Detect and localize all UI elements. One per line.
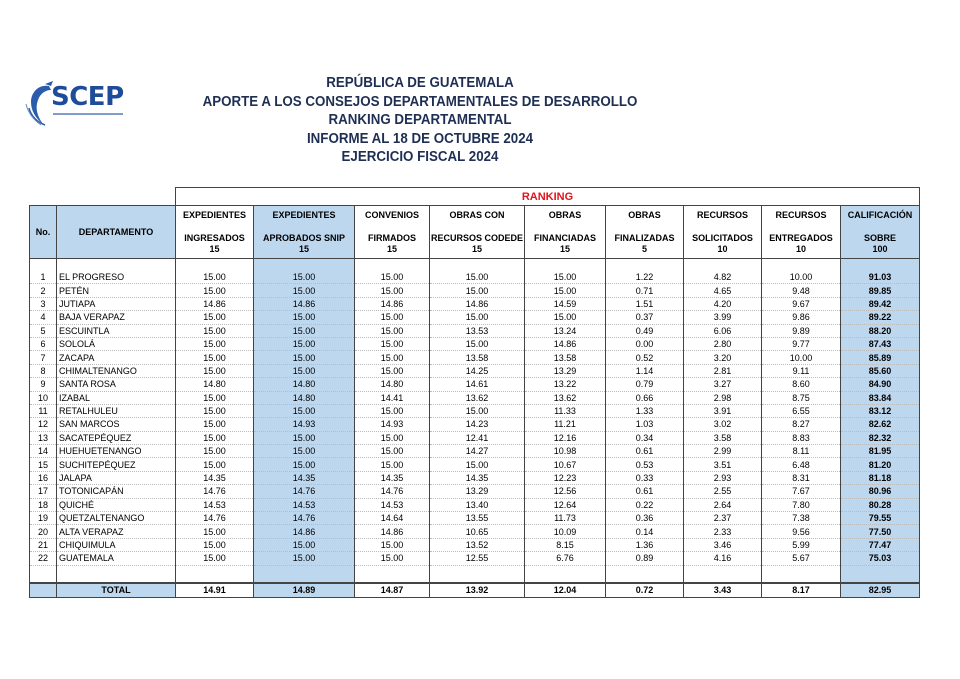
cell-expedientes-aprobados: 15.00 [254,324,355,337]
cell-recursos-solicitados: 3.02 [684,418,762,431]
row-departamento: SOLOLÁ [57,337,176,350]
cell-expedientes-ingresados: 14.86 [176,297,254,310]
table-row [30,404,920,417]
cell-obras-financiadas: 12.56 [525,485,606,498]
cell-obras-finalizadas: 0.53 [606,458,684,471]
cell-obras-con-recursos: 15.00 [430,458,525,471]
total-value: 13.92 [430,583,525,598]
cell-obras-con-recursos: 14.61 [430,378,525,391]
cell-expedientes-aprobados: 14.35 [254,471,355,484]
row-departamento: SANTA ROSA [57,378,176,391]
cell-obras-con-recursos: 13.52 [430,538,525,551]
cell-obras-finalizadas: 0.52 [606,351,684,364]
cell-calificacion: 85.89 [841,351,920,364]
cell-convenios-firmados: 15.00 [355,324,430,337]
cell-recursos-solicitados: 3.51 [684,458,762,471]
col-header-departamento: DEPARTAMENTO [57,206,176,259]
total-value: 8.17 [762,583,841,598]
header-line-fiscal-year: EJERCICIO FISCAL 2024 [341,149,499,165]
cell-recursos-entregados: 9.11 [762,364,841,377]
cell-expedientes-aprobados: 14.93 [254,418,355,431]
cell-expedientes-aprobados: 15.00 [254,284,355,297]
cell-obras-financiadas: 10.67 [525,458,606,471]
row-no: 21 [30,538,57,551]
total-value: 14.89 [254,583,355,598]
table-row [30,498,920,511]
cell-convenios-firmados: 14.93 [355,418,430,431]
row-departamento: QUETZALTENANGO [57,512,176,525]
cell-recursos-entregados: 6.55 [762,404,841,417]
row-no: 5 [30,324,57,337]
cell-recursos-solicitados: 2.93 [684,471,762,484]
header-line-ranking: RANKING DEPARTAMENTAL [328,112,512,128]
row-no: 3 [30,297,57,310]
row-no: 13 [30,431,57,444]
row-no: 20 [30,525,57,538]
cell-recursos-solicitados: 2.33 [684,525,762,538]
cell-expedientes-aprobados: 14.80 [254,391,355,404]
row-no: 9 [30,378,57,391]
cell-calificacion: 82.62 [841,418,920,431]
cell-recursos-solicitados: 2.37 [684,512,762,525]
logo-text: SCEP [51,82,124,112]
table-row [30,364,920,377]
cell-obras-con-recursos: 14.25 [430,364,525,377]
row-departamento: CHIQUIMULA [57,538,176,551]
table-row [30,538,920,551]
row-no: 18 [30,498,57,511]
cell-calificacion: 80.28 [841,498,920,511]
cell-recursos-solicitados: 2.80 [684,337,762,350]
cell-obras-con-recursos: 13.53 [430,324,525,337]
cell-recursos-entregados: 9.89 [762,324,841,337]
cell-obras-con-recursos: 14.86 [430,297,525,310]
total-row [30,583,920,598]
table-row [30,271,920,284]
row-no: 7 [30,351,57,364]
cell-calificacion: 81.20 [841,458,920,471]
cell-recursos-solicitados: 4.82 [684,271,762,284]
cell-convenios-firmados: 14.35 [355,471,430,484]
row-no: 2 [30,284,57,297]
row-no: 12 [30,418,57,431]
cell-convenios-firmados: 15.00 [355,445,430,458]
table-row [30,512,920,525]
cell-obras-con-recursos: 13.29 [430,485,525,498]
cell-calificacion: 83.12 [841,404,920,417]
cell-recursos-entregados: 9.67 [762,297,841,310]
cell-expedientes-ingresados: 15.00 [176,324,254,337]
cell-expedientes-ingresados: 15.00 [176,538,254,551]
cell-calificacion: 82.32 [841,431,920,444]
cell-calificacion: 87.43 [841,337,920,350]
row-no: 17 [30,485,57,498]
cell-recursos-entregados: 8.11 [762,445,841,458]
cell-calificacion: 83.84 [841,391,920,404]
cell-expedientes-aprobados: 14.86 [254,297,355,310]
cell-recursos-solicitados: 3.99 [684,311,762,324]
cell-expedientes-ingresados: 14.53 [176,498,254,511]
cell-obras-finalizadas: 1.14 [606,364,684,377]
cell-obras-con-recursos: 13.55 [430,512,525,525]
cell-obras-con-recursos: 13.58 [430,351,525,364]
cell-convenios-firmados: 15.00 [355,311,430,324]
cell-expedientes-aprobados: 15.00 [254,538,355,551]
cell-obras-finalizadas: 0.00 [606,337,684,350]
cell-obras-finalizadas: 0.34 [606,431,684,444]
cell-expedientes-aprobados: 14.76 [254,485,355,498]
cell-recursos-solicitados: 2.98 [684,391,762,404]
row-no: 11 [30,404,57,417]
cell-calificacion: 80.96 [841,485,920,498]
cell-obras-financiadas: 14.59 [525,297,606,310]
cell-obras-con-recursos: 14.35 [430,471,525,484]
cell-convenios-firmados: 15.00 [355,458,430,471]
cell-expedientes-aprobados: 15.00 [254,404,355,417]
row-no: 15 [30,458,57,471]
row-no: 6 [30,337,57,350]
cell-convenios-firmados: 14.53 [355,498,430,511]
table-row [30,552,920,565]
cell-recursos-solicitados: 2.81 [684,364,762,377]
cell-recursos-solicitados: 3.20 [684,351,762,364]
cell-recursos-solicitados: 3.46 [684,538,762,551]
cell-obras-con-recursos: 14.27 [430,445,525,458]
row-no: 22 [30,552,57,565]
cell-recursos-entregados: 10.00 [762,271,841,284]
cell-obras-con-recursos: 12.55 [430,552,525,565]
total-value: 14.91 [176,583,254,598]
cell-expedientes-ingresados: 15.00 [176,391,254,404]
cell-obras-financiadas: 11.21 [525,418,606,431]
row-departamento: TOTONICAPÁN [57,485,176,498]
total-value: 0.72 [606,583,684,598]
cell-recursos-entregados: 8.60 [762,378,841,391]
cell-obras-financiadas: 12.64 [525,498,606,511]
cell-obras-con-recursos: 12.41 [430,431,525,444]
cell-obras-finalizadas: 0.61 [606,445,684,458]
table-row [30,445,920,458]
cell-obras-financiadas: 12.23 [525,471,606,484]
cell-obras-finalizadas: 0.71 [606,284,684,297]
cell-recursos-solicitados: 6.06 [684,324,762,337]
cell-expedientes-ingresados: 15.00 [176,552,254,565]
cell-recursos-entregados: 9.77 [762,337,841,350]
cell-obras-con-recursos: 15.00 [430,404,525,417]
cell-recursos-entregados: 7.80 [762,498,841,511]
cell-obras-finalizadas: 0.61 [606,485,684,498]
cell-expedientes-ingresados: 15.00 [176,351,254,364]
cell-expedientes-aprobados: 14.76 [254,512,355,525]
ranking-table [29,187,920,598]
col-header-expedientes-aprobados: EXPEDIENTES APROBADOS SNIP 15 [254,206,355,259]
cell-calificacion: 89.22 [841,311,920,324]
cell-expedientes-ingresados: 15.00 [176,271,254,284]
table-row [30,458,920,471]
cell-calificacion: 79.55 [841,512,920,525]
cell-expedientes-ingresados: 14.76 [176,512,254,525]
table-row [30,324,920,337]
cell-recursos-entregados: 8.75 [762,391,841,404]
cell-expedientes-aprobados: 14.86 [254,525,355,538]
cell-calificacion: 77.50 [841,525,920,538]
row-no: 14 [30,445,57,458]
cell-convenios-firmados: 14.80 [355,378,430,391]
logo-subtitle-line [53,113,123,115]
cell-expedientes-ingresados: 15.00 [176,445,254,458]
cell-obras-finalizadas: 1.22 [606,271,684,284]
cell-expedientes-ingresados: 14.76 [176,485,254,498]
col-header-no: No. [30,206,57,259]
cell-expedientes-aprobados: 15.00 [254,271,355,284]
cell-recursos-solicitados: 3.58 [684,431,762,444]
header-line-report-date: INFORME AL 18 DE OCTUBRE 2024 [306,130,534,147]
table-row [30,378,920,391]
cell-obras-financiadas: 13.24 [525,324,606,337]
cell-obras-con-recursos: 10.65 [430,525,525,538]
cell-calificacion: 81.95 [841,445,920,458]
cell-expedientes-aprobados: 15.00 [254,337,355,350]
row-no: 16 [30,471,57,484]
cell-recursos-solicitados: 2.55 [684,485,762,498]
row-no: 19 [30,512,57,525]
cell-obras-financiadas: 6.76 [525,552,606,565]
cell-expedientes-ingresados: 15.00 [176,284,254,297]
cell-expedientes-aprobados: 15.00 [254,431,355,444]
row-departamento: HUEHUETENANGO [57,445,176,458]
cell-expedientes-aprobados: 15.00 [254,552,355,565]
cell-expedientes-ingresados: 15.00 [176,418,254,431]
cell-obras-finalizadas: 1.36 [606,538,684,551]
row-no: 4 [30,311,57,324]
row-departamento: GUATEMALA [57,552,176,565]
cell-recursos-entregados: 7.67 [762,485,841,498]
cell-obras-finalizadas: 0.89 [606,552,684,565]
cell-recursos-entregados: 10.00 [762,351,841,364]
cell-obras-con-recursos: 13.62 [430,391,525,404]
cell-recursos-entregados: 8.83 [762,431,841,444]
cell-convenios-firmados: 14.41 [355,391,430,404]
cell-calificacion: 89.42 [841,297,920,310]
cell-obras-financiadas: 15.00 [525,311,606,324]
table-row [30,471,920,484]
col-header-calificacion: CALIFICACIÓN SOBRE 100 [841,206,920,259]
cell-convenios-firmados: 15.00 [355,364,430,377]
cell-obras-finalizadas: 0.49 [606,324,684,337]
cell-convenios-firmados: 15.00 [355,538,430,551]
row-no: 10 [30,391,57,404]
cell-calificacion: 89.85 [841,284,920,297]
cell-expedientes-ingresados: 15.00 [176,525,254,538]
table-row [30,351,920,364]
cell-calificacion: 85.60 [841,364,920,377]
col-header-convenios-firmados: CONVENIOS FIRMADOS 15 [355,206,430,259]
table-row [30,418,920,431]
total-value: 3.43 [684,583,762,598]
cell-obras-con-recursos: 15.00 [430,284,525,297]
col-header-recursos-entregados: RECURSOS ENTREGADOS 10 [762,206,841,259]
col-header-obras-con-recursos: OBRAS CON RECURSOS CODEDE 15 [430,206,525,259]
row-departamento: JALAPA [57,471,176,484]
total-no [30,583,57,598]
cell-recursos-entregados: 9.86 [762,311,841,324]
cell-expedientes-ingresados: 15.00 [176,431,254,444]
cell-obras-financiadas: 10.98 [525,445,606,458]
cell-obras-financiadas: 15.00 [525,284,606,297]
cell-obras-finalizadas: 0.33 [606,471,684,484]
cell-obras-financiadas: 8.15 [525,538,606,551]
cell-expedientes-ingresados: 15.00 [176,311,254,324]
cell-obras-con-recursos: 13.40 [430,498,525,511]
row-departamento: RETALHULEU [57,404,176,417]
cell-convenios-firmados: 15.00 [355,271,430,284]
cell-convenios-firmados: 15.00 [355,404,430,417]
cell-expedientes-aprobados: 15.00 [254,364,355,377]
row-departamento: BAJA VERAPAZ [57,311,176,324]
table-row [30,525,920,538]
cell-obras-financiadas: 12.16 [525,431,606,444]
cell-recursos-entregados: 5.99 [762,538,841,551]
cell-convenios-firmados: 14.86 [355,525,430,538]
cell-expedientes-aprobados: 15.00 [254,445,355,458]
table-row [30,284,920,297]
cell-expedientes-aprobados: 15.00 [254,458,355,471]
cell-recursos-solicitados: 2.64 [684,498,762,511]
cell-obras-con-recursos: 15.00 [430,337,525,350]
header-line-country: REPÚBLICA DE GUATEMALA [326,75,514,91]
cell-calificacion: 91.03 [841,271,920,284]
row-no: 1 [30,271,57,284]
cell-obras-financiadas: 13.29 [525,364,606,377]
cell-convenios-firmados: 14.76 [355,485,430,498]
cell-calificacion: 75.03 [841,552,920,565]
cell-recursos-entregados: 6.48 [762,458,841,471]
cell-calificacion: 88.20 [841,324,920,337]
cell-convenios-firmados: 14.86 [355,297,430,310]
cell-convenios-firmados: 15.00 [355,284,430,297]
cell-obras-financiadas: 13.22 [525,378,606,391]
row-departamento: IZABAL [57,391,176,404]
cell-recursos-solicitados: 4.16 [684,552,762,565]
total-label: TOTAL [57,583,176,598]
cell-recursos-solicitados: 3.27 [684,378,762,391]
total-calificacion: 82.95 [841,583,920,598]
cell-obras-financiadas: 15.00 [525,271,606,284]
table-row [30,485,920,498]
report-header [181,74,659,167]
cell-obras-finalizadas: 1.51 [606,297,684,310]
cell-recursos-entregados: 7.38 [762,512,841,525]
cell-obras-finalizadas: 0.36 [606,512,684,525]
col-header-obras-financiadas: OBRAS FINANCIADAS 15 [525,206,606,259]
cell-recursos-entregados: 9.56 [762,525,841,538]
row-no: 8 [30,364,57,377]
header-line-subject: APORTE A LOS CONSEJOS DEPARTAMENTALES DE DESARROLLO [202,93,638,110]
cell-obras-finalizadas: 0.37 [606,311,684,324]
cell-recursos-solicitados: 4.65 [684,284,762,297]
cell-obras-finalizadas: 0.79 [606,378,684,391]
row-departamento: JUTIAPA [57,297,176,310]
cell-recursos-solicitados: 2.99 [684,445,762,458]
cell-expedientes-aprobados: 14.80 [254,378,355,391]
row-departamento: EL PROGRESO [57,271,176,284]
cell-obras-financiadas: 13.58 [525,351,606,364]
cell-obras-finalizadas: 1.03 [606,418,684,431]
cell-obras-finalizadas: 0.14 [606,525,684,538]
cell-convenios-firmados: 15.00 [355,552,430,565]
cell-expedientes-ingresados: 15.00 [176,364,254,377]
cell-obras-finalizadas: 1.33 [606,404,684,417]
row-departamento: ALTA VERAPAZ [57,525,176,538]
cell-convenios-firmados: 15.00 [355,337,430,350]
cell-obras-financiadas: 13.62 [525,391,606,404]
cell-obras-financiadas: 11.73 [525,512,606,525]
column-header-row [30,206,920,259]
total-value: 12.04 [525,583,606,598]
row-departamento: SACATEPÉQUEZ [57,431,176,444]
cell-calificacion: 84.90 [841,378,920,391]
table-row [30,337,920,350]
row-departamento: SUCHITEPÉQUEZ [57,458,176,471]
cell-recursos-solicitados: 3.91 [684,404,762,417]
row-departamento: PETÉN [57,284,176,297]
row-departamento: ESCUINTLA [57,324,176,337]
cell-obras-financiadas: 11.33 [525,404,606,417]
cell-calificacion: 77.47 [841,538,920,551]
cell-expedientes-ingresados: 14.35 [176,471,254,484]
row-departamento: CHIMALTENANGO [57,364,176,377]
table-row [30,431,920,444]
cell-recursos-entregados: 8.31 [762,471,841,484]
cell-expedientes-aprobados: 14.53 [254,498,355,511]
cell-convenios-firmados: 15.00 [355,431,430,444]
cell-expedientes-aprobados: 15.00 [254,351,355,364]
cell-recursos-entregados: 5.67 [762,552,841,565]
total-value: 14.87 [355,583,430,598]
col-header-recursos-solicitados: RECURSOS SOLICITADOS 10 [684,206,762,259]
cell-recursos-entregados: 8.27 [762,418,841,431]
cell-obras-financiadas: 10.09 [525,525,606,538]
cell-recursos-solicitados: 4.20 [684,297,762,310]
cell-calificacion: 81.18 [841,471,920,484]
scep-logo [25,80,135,126]
ranking-group-label: RANKING [176,188,920,206]
table-row [30,391,920,404]
cell-convenios-firmados: 14.64 [355,512,430,525]
cell-recursos-entregados: 9.48 [762,284,841,297]
cell-obras-financiadas: 14.86 [525,337,606,350]
cell-expedientes-aprobados: 15.00 [254,311,355,324]
table-row [30,297,920,310]
cell-obras-con-recursos: 15.00 [430,311,525,324]
row-departamento: ZACAPA [57,351,176,364]
row-departamento: QUICHÉ [57,498,176,511]
col-header-obras-finalizadas: OBRAS FINALIZADAS 5 [606,206,684,259]
cell-obras-con-recursos: 14.23 [430,418,525,431]
cell-obras-finalizadas: 0.22 [606,498,684,511]
cell-expedientes-ingresados: 15.00 [176,404,254,417]
cell-expedientes-ingresados: 15.00 [176,458,254,471]
table-row [30,311,920,324]
col-header-expedientes-ingresados: EXPEDIENTES INGRESADOS 15 [176,206,254,259]
row-departamento: SAN MARCOS [57,418,176,431]
cell-expedientes-ingresados: 14.80 [176,378,254,391]
cell-obras-finalizadas: 0.66 [606,391,684,404]
cell-expedientes-ingresados: 15.00 [176,337,254,350]
cell-convenios-firmados: 15.00 [355,351,430,364]
cell-obras-con-recursos: 15.00 [430,271,525,284]
